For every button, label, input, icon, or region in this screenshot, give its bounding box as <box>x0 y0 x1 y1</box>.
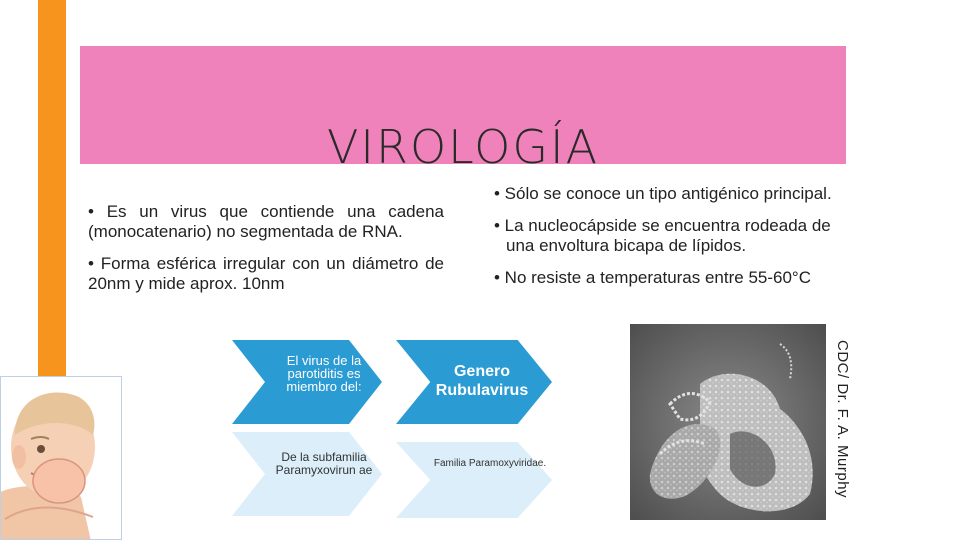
chevron-genus-label: Genero Rubulavirus <box>435 363 529 399</box>
slide-title: VIROLOGÍA <box>326 120 600 174</box>
chevron-virus-member-label: El virus de la parotiditis es miembro del: <box>286 353 362 394</box>
chevron-subfamily-label: De la subfamilia Paramyxovirun ae <box>275 450 373 477</box>
bullet-temperature: • No resiste a temperaturas entre 55-60°C <box>494 268 812 287</box>
bullet-virus-shape: • Forma esférica irregular con un diámetro de 20nm y mide aprox. 10nm <box>88 254 444 293</box>
right-bullet-list <box>494 184 834 300</box>
title-band <box>80 46 846 174</box>
child-face-icon <box>1 377 122 540</box>
photo-credit: CDC/ Dr. F. A. Murphy <box>834 340 851 499</box>
bullet-virus-rna: • Es un virus que contiende una cadena (monocatenario) no segmentada de RNA. <box>88 202 444 241</box>
chevron-family-label: Familia Paramoxyviridae. <box>433 458 547 469</box>
mumps-child-illustration <box>0 376 122 540</box>
left-bullet-list <box>88 202 444 306</box>
micrograph-illustration <box>630 324 826 520</box>
bullet-antigenic-type: • Sólo se conoce un tipo antigénico principal. <box>494 184 832 203</box>
electron-micrograph-image <box>630 324 826 520</box>
chevron-family <box>396 442 552 518</box>
bullet-nucleocapsid: • La nucleocápside se encuentra rodeada de una envoltura bicapa de lípidos. <box>494 216 831 255</box>
